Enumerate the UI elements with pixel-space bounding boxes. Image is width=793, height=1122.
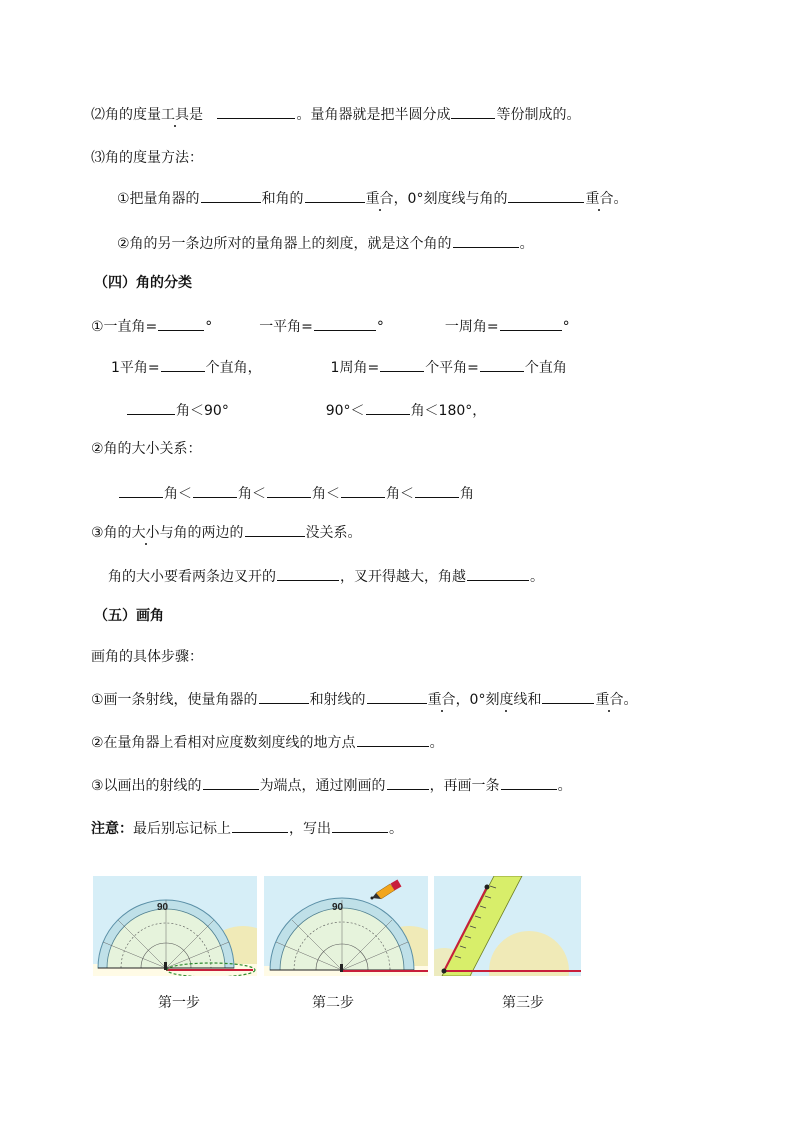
- blank-obtuse[interactable]: [366, 398, 410, 415]
- s5s1-em2: 刻度线: [485, 692, 528, 708]
- blank-side[interactable]: [508, 186, 584, 203]
- protractor-90-label: 90: [157, 902, 169, 913]
- lt: ＜: [252, 486, 266, 502]
- s4q3-b: 与角的两边的: [159, 525, 244, 541]
- s5-step2: [91, 730, 444, 753]
- q3-step2: [117, 231, 534, 254]
- q3s2-a: ②角的另一条边所对的量角器上的刻度，就是这个角的: [117, 236, 452, 252]
- note-label: 注意：: [91, 821, 133, 837]
- s5s1-g: 。: [623, 692, 638, 708]
- q3s1-d: ，0°刻度线与角的: [393, 191, 508, 207]
- note-b: ，写出: [289, 821, 331, 837]
- q3s1-f: 。: [613, 191, 628, 207]
- s4q3b-b: ，叉开得越大，角越: [340, 569, 466, 585]
- blank-full-in-right[interactable]: [480, 355, 524, 372]
- s4-row3: [126, 398, 486, 421]
- s4q3-em: 大小: [131, 525, 160, 541]
- right-angle-label: ①一直角=: [91, 319, 158, 335]
- s4-row2: [111, 355, 567, 378]
- s4q3-c: 没关系。: [305, 525, 362, 541]
- s5s1-em: 重合: [427, 692, 456, 708]
- blank-straight-angle[interactable]: [314, 314, 376, 331]
- q2-line: [91, 102, 580, 125]
- blank-acute[interactable]: [127, 398, 175, 415]
- q3s2-b: 。: [519, 236, 534, 252]
- q2-text-c: 。量角器就是把半圆分成: [296, 107, 451, 123]
- jiao: 角: [238, 486, 252, 502]
- s5s1-a: ①画一条射线，使量角器的: [91, 692, 258, 708]
- s5-note: [91, 816, 403, 839]
- q3s1-em: 重合: [365, 191, 394, 207]
- deg: °: [205, 319, 213, 335]
- blank-s5-point[interactable]: [357, 730, 429, 747]
- s4-q3: [91, 520, 362, 543]
- blank-degree[interactable]: [453, 231, 519, 248]
- blank-straight-in-right[interactable]: [161, 355, 205, 372]
- deg: °: [562, 319, 570, 335]
- blank-rel-4[interactable]: [341, 481, 385, 498]
- r3-a: 角＜90°: [176, 403, 229, 419]
- r2-b: 个直角，: [205, 360, 262, 376]
- r3-b: 90°＜: [325, 403, 365, 419]
- relation-title: ②角的大小关系：: [91, 441, 202, 457]
- blank-rel-3[interactable]: [267, 481, 311, 498]
- blank-note-symbol[interactable]: [232, 816, 288, 833]
- blank-note-degree[interactable]: [332, 816, 388, 833]
- s4q3b-a: 角的大小要看两条边叉开的: [108, 569, 276, 585]
- lt: ＜: [178, 486, 192, 502]
- s5s1-em3: 重合: [595, 692, 624, 708]
- r3-c: 角＜180°，: [410, 403, 487, 419]
- protractor-90-label: 90: [332, 902, 344, 913]
- jiao: 角: [164, 486, 178, 502]
- r2-e: 个直角: [524, 360, 567, 376]
- q2-text-b: 是: [189, 107, 203, 123]
- section5-heading: （五）画角: [94, 608, 164, 624]
- note-a: 最后别忘记标上: [133, 821, 231, 837]
- ruler-step3-illustration: [434, 876, 581, 976]
- blank-rel-1[interactable]: [119, 481, 163, 498]
- blank-s5-endpoint[interactable]: [367, 687, 427, 704]
- s5s3-a: ③以画出的射线的: [91, 778, 202, 794]
- s5s3-b: 为端点，通过刚画的: [259, 778, 386, 794]
- straight-angle-label: 一平角=: [259, 319, 313, 335]
- q3-step1: [117, 186, 627, 209]
- lt: ＜: [400, 486, 414, 502]
- s5-step1: [91, 687, 637, 710]
- blank-s5-ray2[interactable]: [501, 773, 557, 790]
- q3s1-em2: 重合: [585, 191, 614, 207]
- relation-row: [118, 481, 474, 504]
- caption-step2: 第二步: [312, 995, 354, 1011]
- blank-center[interactable]: [201, 186, 261, 203]
- lt: ＜: [326, 486, 340, 502]
- figure-step2: [264, 876, 428, 976]
- s5s1-e: 和: [527, 692, 542, 708]
- blank-parts[interactable]: [451, 102, 495, 119]
- note-c: 。: [389, 821, 403, 837]
- figure-step1: [93, 876, 257, 976]
- r2-d: 个平角=: [425, 360, 479, 376]
- s5s1-b: 和射线的: [309, 692, 366, 708]
- blank-full-angle[interactable]: [500, 314, 562, 331]
- blank-rel-5[interactable]: [415, 481, 459, 498]
- deg: °: [376, 319, 384, 335]
- r2-c: 1周角=: [330, 360, 380, 376]
- blank-s5-ray[interactable]: [542, 687, 594, 704]
- blank-side-length[interactable]: [245, 520, 305, 537]
- blank-spread[interactable]: [277, 564, 339, 581]
- blank-s5-point2[interactable]: [387, 773, 429, 790]
- s5s2-b: 。: [429, 735, 444, 751]
- blank-right-angle[interactable]: [158, 314, 204, 331]
- s5s3-c: ，再画一条: [429, 778, 500, 794]
- blank-s5-center[interactable]: [259, 687, 309, 704]
- section4-heading: （四）角的分类: [94, 275, 192, 291]
- caption-step1: 第一步: [158, 995, 200, 1011]
- q2-text-d: 等份制成的。: [496, 107, 581, 123]
- q2-emphasis: 工具: [161, 107, 189, 123]
- q3s1-a: ①把量角器的: [117, 191, 200, 207]
- s5s1-d: ，0°: [455, 692, 486, 708]
- q2-text: ⑵角的度量: [91, 107, 161, 123]
- blank-vertex[interactable]: [305, 186, 365, 203]
- blank-full-in-straight[interactable]: [380, 355, 424, 372]
- r2-a: 1平角=: [111, 360, 160, 376]
- protractor-step2-illustration: [264, 876, 428, 976]
- s4q3b-c: 。: [530, 569, 544, 585]
- s4q3-a: ③角的: [91, 525, 132, 541]
- blank-tool[interactable]: [217, 102, 295, 119]
- q3s1-b: 和角的: [261, 191, 304, 207]
- caption-step3: 第三步: [502, 995, 544, 1011]
- s4-q3b: [108, 564, 544, 587]
- blank-s5-end[interactable]: [203, 773, 259, 790]
- s5s2-a: ②在量角器上看相对应度数刻度线的地方点: [91, 735, 356, 751]
- s5s3-d: 。: [557, 778, 572, 794]
- section5-intro: 画角的具体步骤：: [91, 649, 203, 665]
- blank-rel-2[interactable]: [193, 481, 237, 498]
- q3-title: ⑶角的度量方法：: [91, 150, 203, 166]
- s4-row1: [91, 314, 570, 337]
- protractor-step1-illustration: [93, 876, 257, 976]
- full-angle-label: 一周角=: [444, 319, 499, 335]
- jiao: 角: [460, 486, 474, 502]
- jiao: 角: [312, 486, 326, 502]
- s5-step3: [91, 773, 572, 796]
- blank-bigger[interactable]: [467, 564, 529, 581]
- figure-step3: [434, 876, 581, 976]
- jiao: 角: [386, 486, 400, 502]
